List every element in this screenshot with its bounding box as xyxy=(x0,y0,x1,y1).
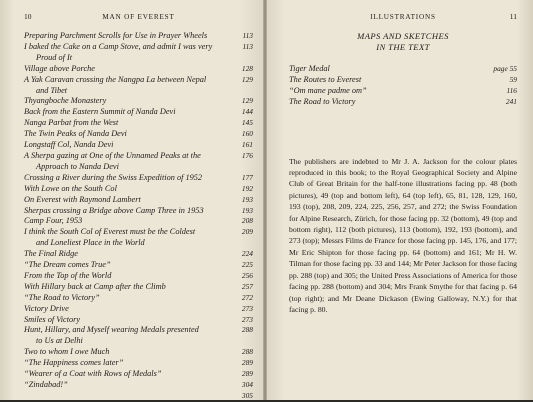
map-list-item-title: The Road to Victory xyxy=(289,96,356,106)
list-item xyxy=(24,282,253,293)
list-item-title: A Yak Caravan crossing the Nangpa La between Nepal xyxy=(24,74,207,84)
list-item xyxy=(24,293,253,304)
list-item-title-continued: Proud of It xyxy=(36,52,73,62)
list-item-page: 128 xyxy=(241,63,253,73)
right-page xyxy=(267,0,533,400)
list-item-title: I baked the Cake on a Camp Stove, and admit I was very xyxy=(24,41,213,51)
list-item-title: With Hillary back at Camp after the Climb xyxy=(24,281,166,291)
map-list-item xyxy=(289,86,517,97)
list-item-label-wrap xyxy=(24,369,233,380)
list-item-page: 304 xyxy=(241,380,253,389)
list-item xyxy=(24,206,253,217)
list-item-label-wrap xyxy=(24,271,233,282)
list-item-label-wrap xyxy=(24,227,233,249)
list-item-title-continued: and Tibet xyxy=(36,85,68,95)
list-item-title: “Zindabad!” xyxy=(24,380,68,389)
list-item-page: 176 xyxy=(241,150,253,160)
map-list-item-page: page 55 xyxy=(493,64,517,73)
list-item xyxy=(24,173,253,184)
illustrations-list-tail xyxy=(24,391,253,402)
list-item-page: 129 xyxy=(241,96,253,106)
list-item-title-continued: Approach to Nanda Devi xyxy=(36,161,119,171)
list-item-label-wrap xyxy=(24,129,233,140)
list-item-title: Sherpas crossing a Bridge above Camp Three in 1953 xyxy=(24,205,204,215)
maps-section-title xyxy=(289,31,517,52)
list-item xyxy=(24,260,253,271)
illustrations-list xyxy=(24,31,253,391)
list-item xyxy=(24,216,253,227)
list-item-label-wrap xyxy=(24,358,233,369)
list-item-title: “Wearer of a Coat with Rows of Medals” xyxy=(24,369,162,379)
list-item-title-continued: to Us at Delhi xyxy=(36,336,83,346)
list-item-page: 161 xyxy=(241,140,253,150)
list-item-title: “The Dream comes True” xyxy=(24,260,111,270)
list-item-page: 192 xyxy=(241,183,253,193)
list-item-title: Hunt, Hillary, and Myself wearing Medals presented xyxy=(24,325,199,335)
list-item-title: Longstaff Col, Nanda Devi xyxy=(24,140,114,150)
list-item xyxy=(24,315,253,326)
list-item-title: Preparing Parchment Scrolls for Use in Prayer Wheels xyxy=(24,31,208,40)
list-item xyxy=(24,195,253,206)
maps-section-title-line2: IN THE TEXT xyxy=(376,41,430,52)
list-item-title: Back from the Eastern Summit of Nanda Devi xyxy=(24,107,176,117)
list-item-page: 288 xyxy=(241,347,253,357)
list-item xyxy=(24,31,253,42)
list-item-label-wrap xyxy=(24,184,233,195)
list-item xyxy=(24,118,253,129)
list-item-page: 113 xyxy=(242,41,253,51)
list-item-title: Two to whom I owe Much xyxy=(24,347,110,357)
list-item-label-wrap xyxy=(24,42,233,64)
list-item-page: 208 xyxy=(241,216,253,226)
map-list-item-page: 241 xyxy=(505,96,517,106)
list-item xyxy=(24,358,253,369)
list-item-page: 256 xyxy=(241,270,253,280)
list-item-page: 193 xyxy=(241,194,253,204)
list-item-label-wrap xyxy=(24,380,233,391)
list-item-label-wrap xyxy=(24,195,233,206)
list-item-label-wrap xyxy=(24,282,233,293)
list-item-label-wrap xyxy=(24,173,233,184)
list-item-page: 225 xyxy=(241,260,253,270)
maps-list xyxy=(289,64,517,108)
acknowledgement-paragraph: The publishers are indebted to Mr J. A. Jackson for the colour plates reproduced in this book; to the Royal Geographical Society and Alpine Club of Great Britain for the half-tone illustrations facing pp. 48 (both pictures), 49 (top and bottom left), 64 (top left), 65, 81, 128, 129, 160, 193 (top), 208, 209, 224, 225, 256, 257, and 272; the Swiss Foundation for Alpine Research, Zürich, for those facing pp. 32 (bottom), 49 (top and bottom right), 112 (both pictures), 113 (bottom), 192, 193 (bottom), and 273 (top); Messrs Films de France for those facing pp. 145, 176, and 177; Mr Eric Shipton for those facing pp. 64 (bottom) and 161; Mr H. W. Tilman for those facing pp. 33 and 144; Mr Peter Jackson for those facing pp. 288 (top) and 305; the United Press Associations of America for those facing pp. 288 (bottom) and 304; Mrs Frank Smythe for that facing p. 64 (top right); and Mr Deane Dickason (Ewing Galloway, N.Y.) for that facing p. 80. xyxy=(289,156,517,314)
list-item-page: 305 xyxy=(241,390,253,400)
list-item-page: 145 xyxy=(241,118,253,128)
list-item-page: 177 xyxy=(241,172,253,182)
list-item xyxy=(24,151,253,173)
list-item xyxy=(24,227,253,249)
left-running-head xyxy=(24,12,253,21)
right-running-head xyxy=(289,12,517,21)
list-item-title: The Final Ridge xyxy=(24,249,78,259)
list-item-title: Victory Drive xyxy=(24,303,69,313)
list-item xyxy=(24,325,253,347)
list-item-title: Nanga Parbat from the West xyxy=(24,118,119,128)
list-item-label-wrap xyxy=(24,293,233,304)
list-item-label-wrap xyxy=(24,260,233,271)
list-item-title: Crossing a River during the Swiss Expedition of 1952 xyxy=(24,172,203,182)
list-item-title: Village above Porche xyxy=(24,63,95,73)
maps-section-title-line1: MAPS AND SKETCHES xyxy=(357,31,449,41)
list-item-title: On Everest with Raymond Lambert xyxy=(24,194,141,204)
list-item-page: 224 xyxy=(241,249,253,259)
list-item-label-wrap xyxy=(24,118,233,129)
left-folio: 10 xyxy=(24,12,32,21)
list-item xyxy=(24,304,253,315)
list-item xyxy=(24,271,253,282)
list-item-page: 209 xyxy=(241,227,253,237)
list-item-label-wrap xyxy=(24,75,233,97)
right-running-title: ILLUSTRATIONS xyxy=(370,13,436,21)
list-item xyxy=(24,347,253,358)
list-item-page: 272 xyxy=(241,292,253,302)
list-item xyxy=(24,380,253,391)
list-item-label-wrap xyxy=(24,206,233,217)
list-item-title-continued: and Loneliest Place in the World xyxy=(36,238,145,248)
left-running-title: MAN OF EVEREST xyxy=(102,13,175,21)
list-item-title: Camp Four, 1953 xyxy=(24,216,83,226)
list-item xyxy=(24,75,253,97)
list-item-page: 193 xyxy=(241,205,253,215)
list-item-label-wrap xyxy=(24,140,233,151)
list-item-title: The Twin Peaks of Nanda Devi xyxy=(24,129,127,139)
list-item-page: 113 xyxy=(242,31,253,40)
list-item xyxy=(24,129,253,140)
list-item-page: 288 xyxy=(241,325,253,335)
left-page xyxy=(0,0,263,400)
list-item-label-wrap xyxy=(24,304,233,315)
list-item-title: “The Happiness comes later” xyxy=(24,358,124,368)
list-item-label-wrap xyxy=(24,249,233,260)
list-item-page: 257 xyxy=(241,281,253,291)
list-item-page: 289 xyxy=(241,369,253,379)
list-item-title: A Sherpa gazing at One of the Unnamed Peaks at the xyxy=(24,150,201,160)
map-list-item xyxy=(289,97,517,108)
list-item xyxy=(24,140,253,151)
list-item-title: Smiles of Victory xyxy=(24,314,81,324)
map-list-item-page: 116 xyxy=(506,85,517,95)
list-item xyxy=(24,184,253,195)
list-item-title: “The Road to Victory” xyxy=(24,292,100,302)
map-list-item-title: “Om mane padme om” xyxy=(289,85,367,95)
list-item-title: From the Top of the World xyxy=(24,270,112,280)
list-item-label-wrap xyxy=(24,325,233,347)
right-folio: 11 xyxy=(509,12,517,21)
map-list-item-title: The Routes to Everest xyxy=(289,74,362,84)
list-item-label-wrap xyxy=(24,96,233,107)
list-item-label-wrap xyxy=(24,347,233,358)
list-item-label-wrap xyxy=(24,315,233,326)
list-item-label-wrap xyxy=(24,64,233,75)
list-item-label-wrap xyxy=(24,107,233,118)
list-item-label-wrap xyxy=(24,31,233,42)
list-item-title: Thyangboche Monastery xyxy=(24,96,107,106)
list-item-title: I think the South Col of Everest must be the Coldest xyxy=(24,227,196,237)
list-item xyxy=(24,249,253,260)
list-item xyxy=(24,42,253,64)
list-item-page: 129 xyxy=(241,74,253,84)
map-list-item-page: 59 xyxy=(509,74,517,84)
list-item-label-wrap xyxy=(24,216,233,227)
list-item xyxy=(24,107,253,118)
list-item-page: 160 xyxy=(241,129,253,139)
list-item-page: 289 xyxy=(241,358,253,368)
list-item-page: 273 xyxy=(241,314,253,324)
map-list-item-title: Tiger Medal xyxy=(289,64,330,73)
list-item-page: 144 xyxy=(241,107,253,117)
list-item xyxy=(24,64,253,75)
list-item-title: With Lowe on the South Col xyxy=(24,183,117,193)
list-item-label-wrap xyxy=(24,151,233,173)
map-list-item xyxy=(289,75,517,86)
list-item xyxy=(24,96,253,107)
map-list-item xyxy=(289,64,517,75)
list-item xyxy=(24,369,253,380)
list-item-page: 273 xyxy=(241,303,253,313)
